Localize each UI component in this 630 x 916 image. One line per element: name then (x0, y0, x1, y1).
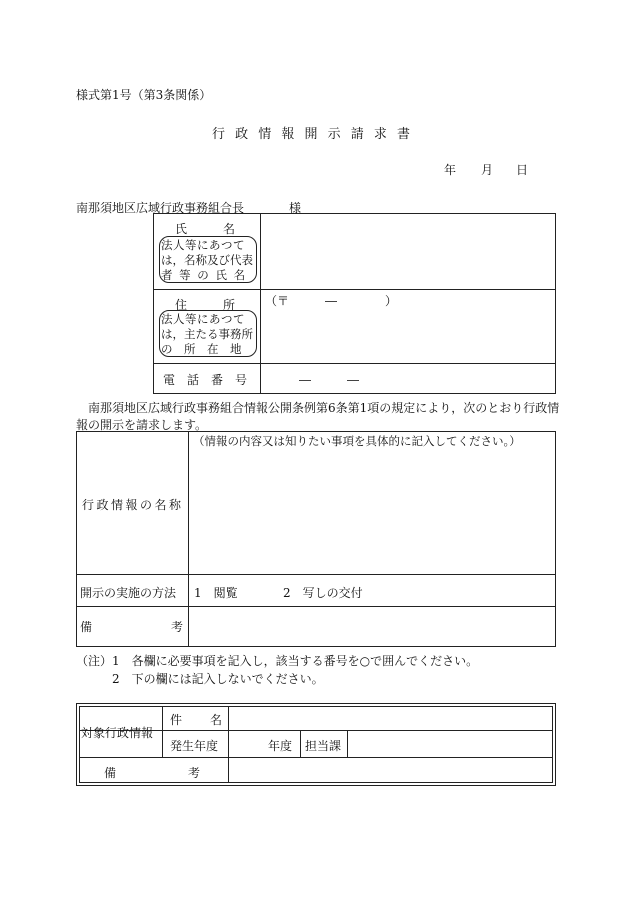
addressee-honorific: 様 (289, 201, 302, 215)
target-info-label: 対象行政情報 (81, 726, 154, 740)
page-title: 行 政 情 報 開 示 請 求 書 (212, 127, 411, 142)
method-option-copy[interactable]: 2 写しの交付 (283, 586, 363, 600)
statement-line-1: 南那須地区広域行政事務組合情報公開条例第6条第1項の規定により，次のとおり行政情 (88, 401, 560, 415)
info-name-field[interactable] (190, 450, 554, 572)
request-remarks-label: 備 考 (80, 620, 183, 634)
name-note-line-1: 法人等にあつて (161, 238, 245, 252)
note-2: 2 下の欄には記入しないでください。 (112, 672, 324, 686)
address-note-line-2: は，主たる事務所 (161, 327, 253, 341)
name-note-line-2: は，名称及び代表 (161, 253, 253, 267)
phone-label: 電 話 番 号 (163, 373, 248, 387)
date-month: 月 (481, 163, 494, 177)
subject-label: 件 名 (170, 713, 222, 727)
postal-code-field[interactable]: （〒 ― ） (265, 294, 398, 308)
name-label: 氏 名 (175, 222, 236, 236)
address-note-line-1: 法人等にあつて (161, 312, 245, 326)
method-option-view[interactable]: 1 閲覧 (194, 586, 238, 600)
date-day: 日 (516, 163, 529, 177)
notes-prefix: （注） (76, 654, 113, 668)
dept-label: 担当課 (305, 739, 342, 753)
phone-field[interactable]: ― ― (299, 373, 360, 387)
addressee-org: 南那須地区広域行政事務組合長 (76, 201, 245, 215)
method-label: 開示の実施の方法 (80, 586, 177, 600)
address-note-line-3: の 所 在 地 (161, 342, 242, 356)
name-field[interactable] (262, 215, 554, 287)
info-name-hint: （情報の内容又は知りたい事項を具体的に記入してください。） (193, 434, 521, 448)
info-name-label: 行政情報の名称 (82, 498, 184, 512)
address-label: 住 所 (175, 298, 236, 312)
name-note-line-3: 者 等 の 氏 名 (161, 268, 247, 282)
date-year: 年 (444, 163, 457, 177)
fiscal-year-unit: 年度 (268, 739, 293, 753)
note-1: 1 各欄に必要事項を記入し，該当する番号を○で囲んでください。 (112, 654, 479, 668)
year-label: 発生年度 (170, 739, 219, 753)
statement-line-2: 報の開示を請求します。 (76, 418, 208, 432)
office-remarks-label: 備 考 (104, 766, 200, 780)
request-remarks-field[interactable] (190, 608, 554, 645)
form-number: 様式第1号（第3条関係） (76, 88, 212, 102)
